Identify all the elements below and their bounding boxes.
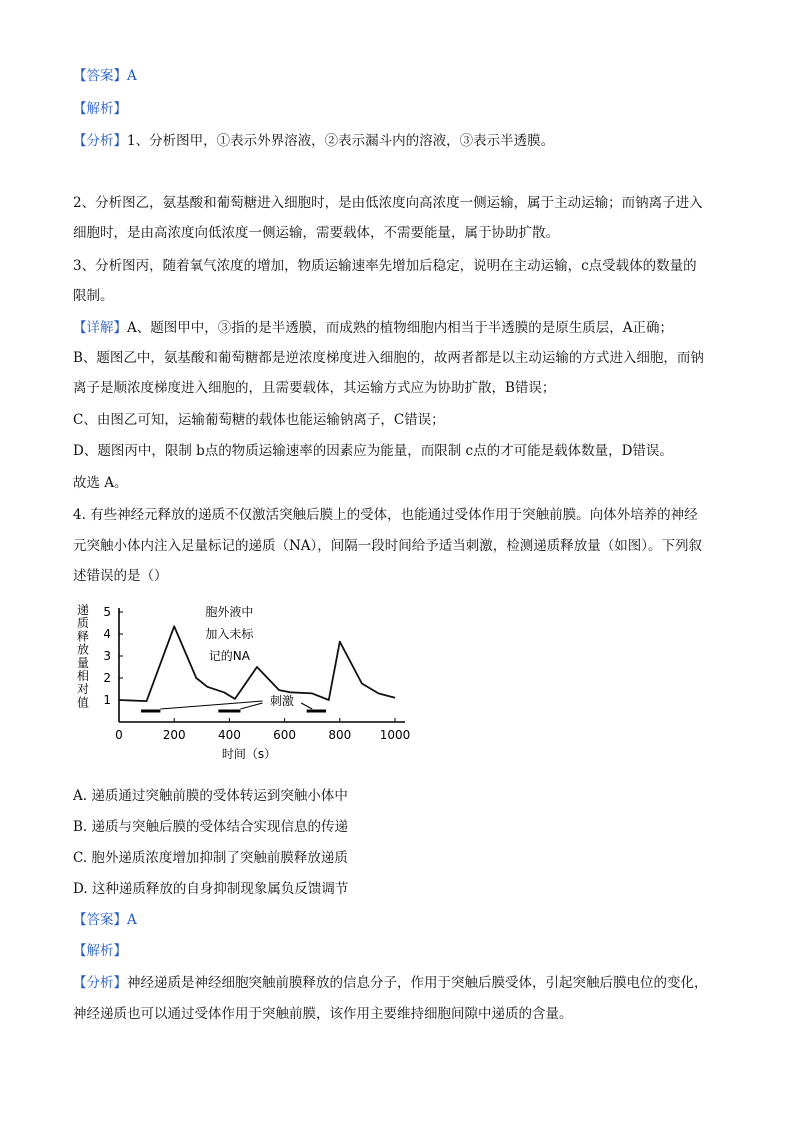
chart-root bbox=[77, 603, 410, 761]
y-axis-label-char: 质 bbox=[76, 616, 90, 631]
detail-option-b-line-2: 离子是顺浓度梯度进入细胞的，且需要载体，其运输方式应为协助扩散，B错误； bbox=[73, 380, 556, 396]
detail-option-b-line-1: B、题图乙中，氨基酸和葡萄糖都是逆浓度梯度进入细胞的，故两者都是以主动运输的方式进入细胞，而钠 bbox=[73, 350, 704, 366]
x-tick-label: 600 bbox=[273, 728, 297, 742]
x-axis-label: 时间（s） bbox=[221, 747, 277, 761]
stimulus-pointer bbox=[160, 701, 262, 709]
y-axis-label-char: 值 bbox=[76, 695, 90, 710]
analysis-text: 1、分析图甲，①表示外界溶液，②表示漏斗内的溶液，③表示半透膜。 bbox=[127, 133, 555, 149]
answer-tag: 【答案】 bbox=[73, 912, 127, 928]
question-4-stem-line-3: 述错误的是（） bbox=[73, 568, 168, 584]
x-tick-label: 400 bbox=[217, 728, 241, 742]
analysis-heading-1: 【解析】 bbox=[73, 101, 127, 117]
y-tick-label: 1 bbox=[103, 693, 111, 707]
y-tick-label: 3 bbox=[103, 649, 111, 663]
y-axis-label-char: 相 bbox=[76, 669, 90, 683]
analysis-para-3-line-1: 3、分析图丙，随着氧气浓度的增加，物质运输速率先增加后稳定，说明在主动运输，c点受载体的数量的 bbox=[73, 258, 697, 274]
option-b[interactable]: B. 递质与突触后膜的受体结合实现信息的传递 bbox=[73, 819, 349, 835]
release-chart bbox=[73, 600, 433, 770]
analysis2-line-1 bbox=[73, 973, 708, 993]
analysis-para-2-line-2: 细胞时，是由高浓度向低浓度一侧运输，需要载体，不需要能量，属于协助扩散。 bbox=[73, 225, 559, 241]
analysis2-line-2: 神经递质也可以通过受体作用于突触前膜，该作用主要维持细胞间隙中递质的含量。 bbox=[73, 1006, 573, 1022]
answer-line-1 bbox=[73, 66, 137, 86]
x-tick-label: 1000 bbox=[379, 728, 411, 742]
na-annotation-line-2: 加入未标 bbox=[205, 627, 254, 641]
answer-value: A bbox=[127, 68, 137, 84]
y-tick-label: 4 bbox=[103, 627, 111, 641]
y-axis-label-char: 量 bbox=[76, 655, 90, 670]
detail-option-d: D、题图丙中，限制 b点的物质运输速率的因素应为能量，而限制 c点的才可能是载体数量，D错误。 bbox=[73, 443, 673, 459]
analysis2-text: 神经递质是神经细胞突触前膜释放的信息分子，作用于突触后膜受体，引起突触后膜电位的变化， bbox=[127, 975, 708, 991]
analysis-tag: 【分析】 bbox=[73, 975, 127, 991]
stimulus-annotation: 刺激 bbox=[269, 694, 294, 708]
detail-option-c: C、由图乙可知，运输葡萄糖的载体也能运输钠离子，C错误； bbox=[73, 412, 445, 428]
answer-line-2 bbox=[73, 910, 137, 930]
option-d[interactable]: D. 这种递质释放的自身抑制现象属负反馈调节 bbox=[73, 881, 349, 897]
series-line bbox=[119, 626, 395, 701]
answer-tag: 【答案】 bbox=[73, 68, 127, 84]
y-axis-label-char: 放 bbox=[76, 642, 90, 657]
na-annotation-line-1: 胞外液中 bbox=[205, 605, 254, 619]
analysis-para-1 bbox=[73, 131, 554, 151]
y-axis-label-char: 对 bbox=[76, 682, 90, 697]
analysis-heading-2: 【解析】 bbox=[73, 943, 127, 959]
na-annotation-line-3: 记的NA bbox=[208, 649, 250, 663]
y-axis-label-char: 释 bbox=[76, 629, 90, 644]
y-tick-label: 5 bbox=[103, 605, 111, 619]
analysis-para-2-line-1: 2、分析图乙，氨基酸和葡萄糖进入细胞时，是由低浓度向高浓度一侧运输，属于主动运输；而钠离子进入 bbox=[73, 195, 703, 211]
stimulus-pointer bbox=[301, 703, 312, 709]
choice-conclusion: 故选 A。 bbox=[73, 475, 128, 491]
x-tick-label: 0 bbox=[115, 728, 123, 742]
y-axis-label-char: 递 bbox=[76, 603, 90, 617]
analysis-tag: 【分析】 bbox=[73, 133, 127, 149]
option-c[interactable]: C. 胞外递质浓度增加抑制了突触前膜释放递质 bbox=[73, 850, 348, 866]
stimulus-pointer bbox=[240, 703, 262, 709]
x-tick-label: 200 bbox=[162, 728, 186, 742]
analysis-para-3-line-2: 限制。 bbox=[73, 288, 114, 304]
detail-option-a bbox=[73, 318, 673, 338]
question-4-stem-line-2: 元突触小体内注入足量标记的递质（NA），间隔一段时间给予适当刺激，检测递质释放量（如图）。下列叙 bbox=[73, 538, 703, 554]
question-4-stem-line-1: 4. 有些神经元释放的递质不仅激活突触后膜上的受体，也能通过受体作用于突触前膜。向体外培养的神经 bbox=[73, 507, 698, 523]
option-a[interactable]: A. 递质通过突触前膜的受体转运到突触小体中 bbox=[73, 788, 348, 804]
detail-tag: 【详解】 bbox=[73, 320, 127, 336]
x-tick-label: 800 bbox=[328, 728, 352, 742]
answer-value: A bbox=[127, 912, 137, 928]
detail-text-a: A、题图甲中，③指的是半透膜，而成熟的植物细胞内相当于半透膜的是原生质层，A正确； bbox=[127, 320, 673, 336]
y-tick-label: 2 bbox=[103, 671, 111, 685]
